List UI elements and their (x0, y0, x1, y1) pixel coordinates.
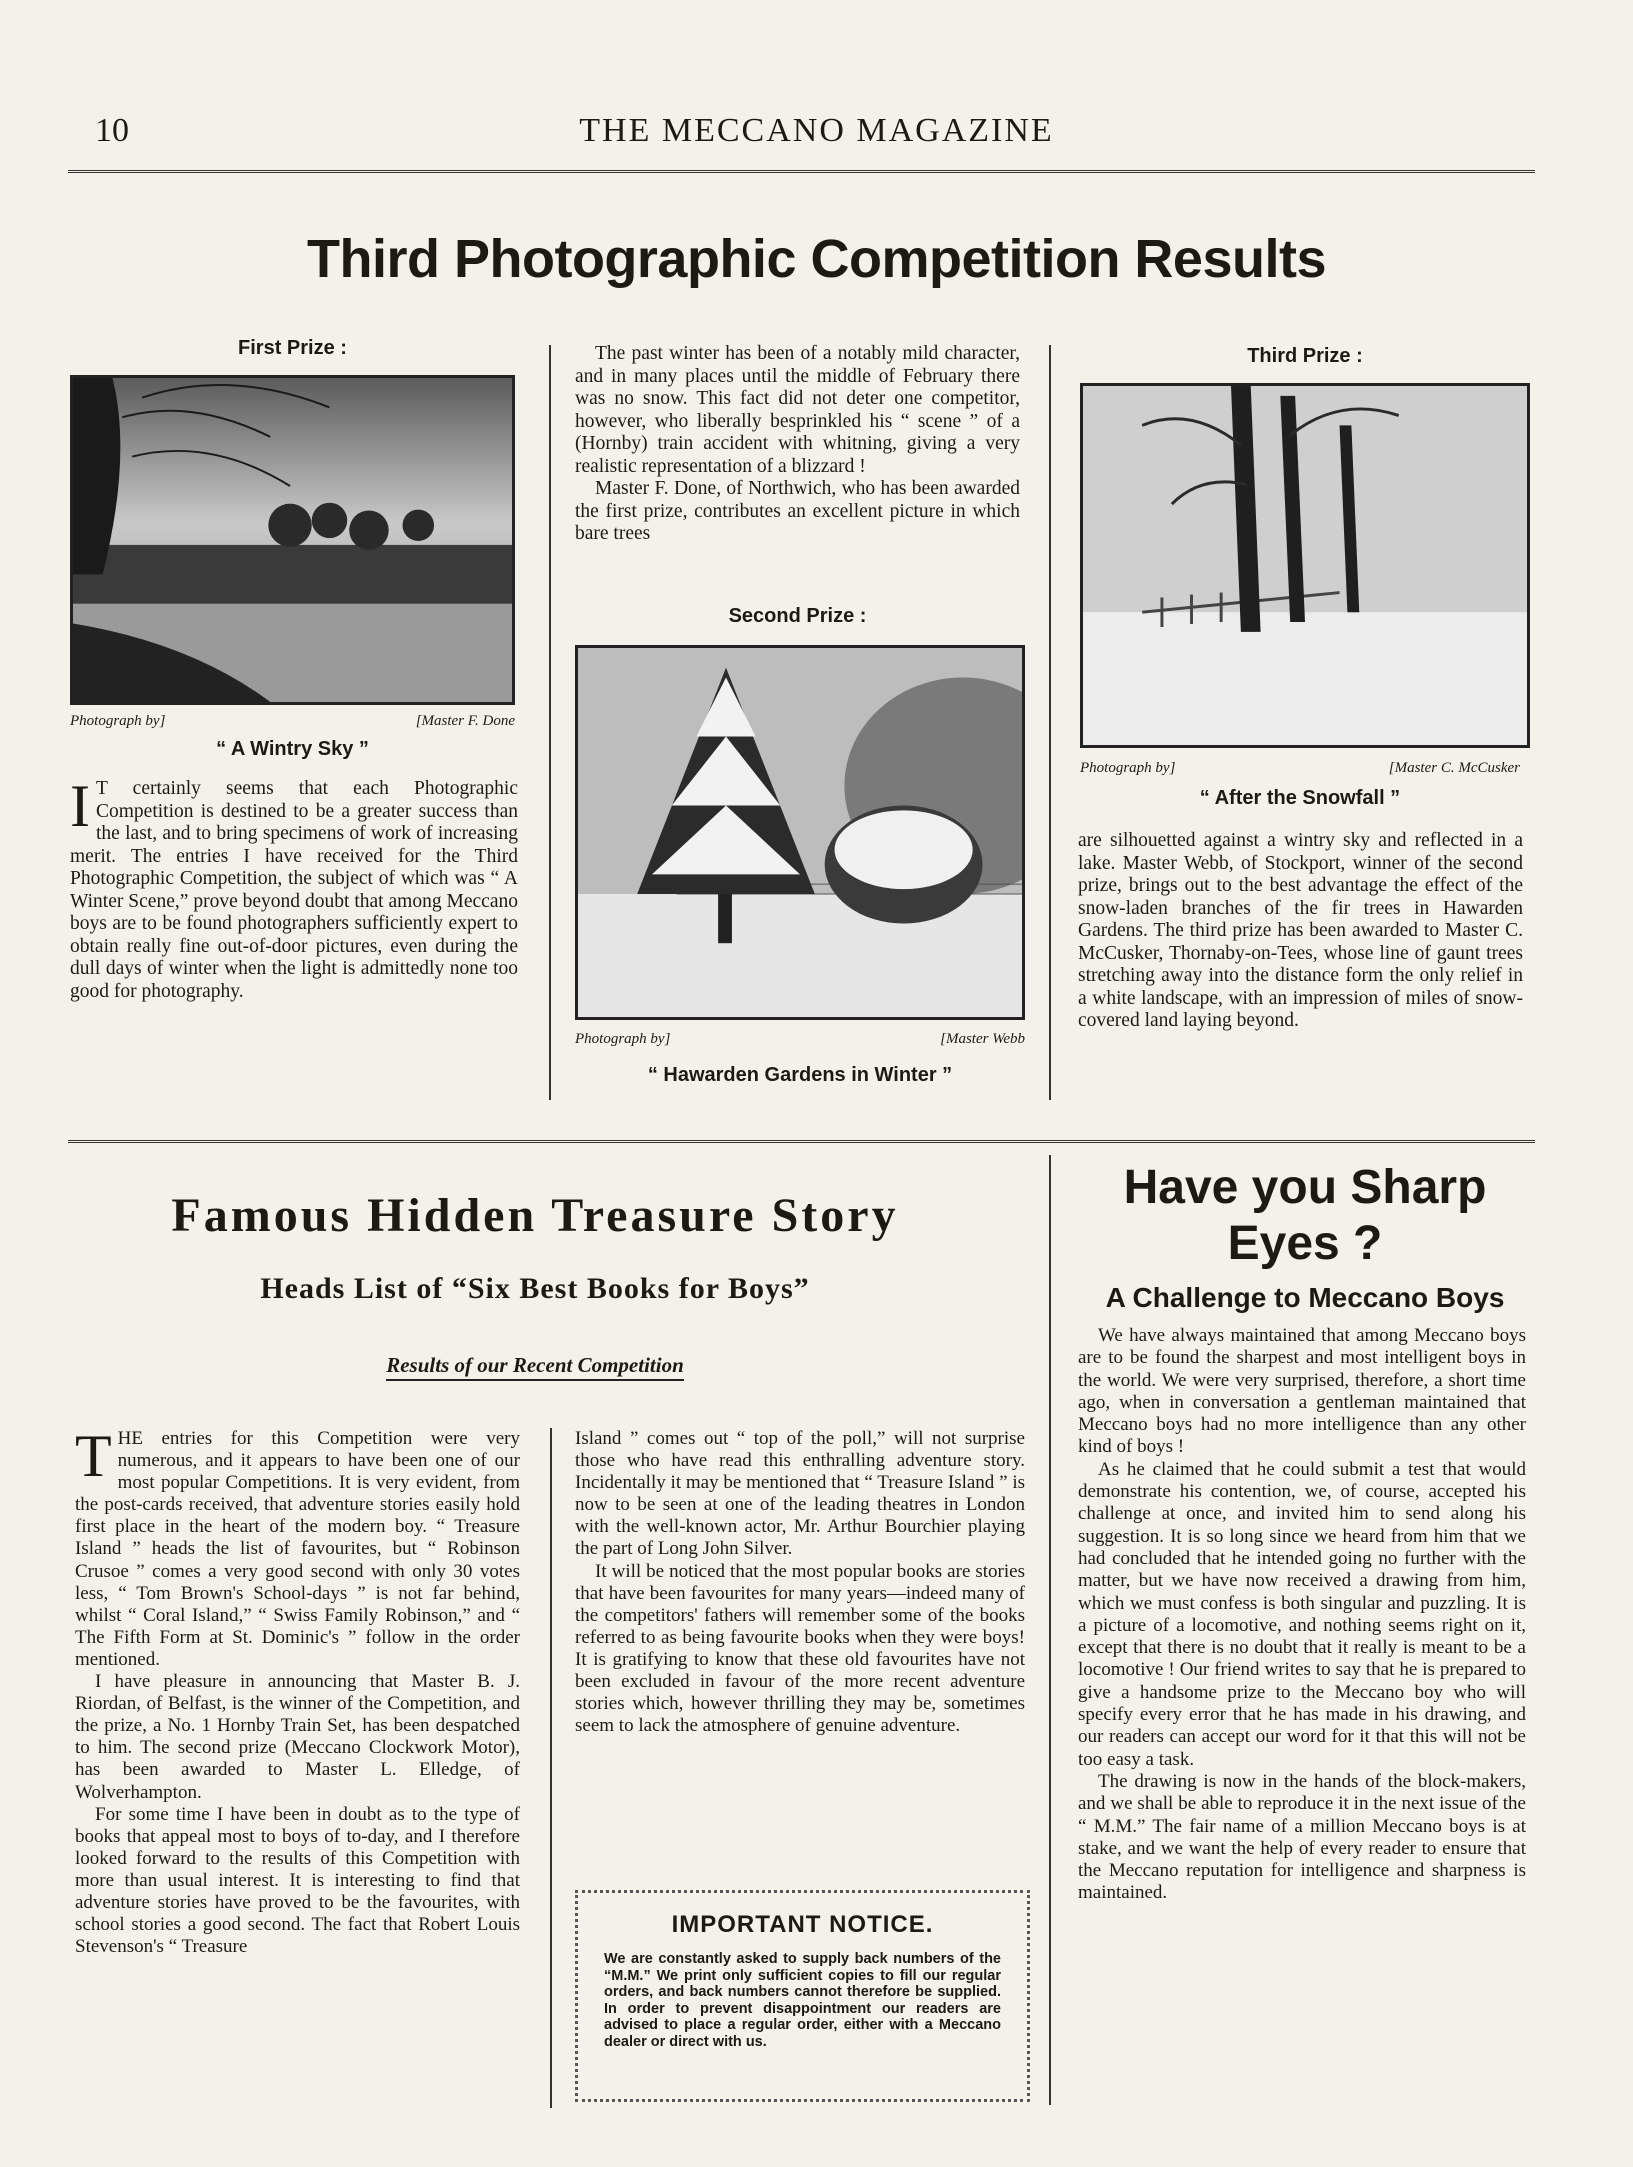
eyes-headline: Have you Sharp Eyes ? (1123, 1161, 1487, 1270)
treasure-col1-paragraph: For some time I have been in doubt as to the type of books that appeal most to boys of to-day, and I therefore looked forward to the results of this Competition with more than usual interest. It is interesting to find that adventure stories have proved to be the favourites, with school stories a good second. The fact that Robert Louis Stevenson's “ Treasure (75, 1803, 520, 1958)
column-divider (1049, 345, 1051, 1100)
column-divider (550, 1428, 552, 2108)
col3-paragraph: are silhouetted against a wintry sky and reflected in a lake. Master Webb, of Stockport, winner of the second prize, brings out to the best advantage the effect of the snow-laden branches of the fir trees in Hawarden Gardens. The third prize has been awarded to Master C. McCusker, Thornaby-on-Tees, whose line of gaunt trees stretching away into the distance form the only relief in a white landscape, with an impression of miles of snow-covered land laying beyond. (1078, 830, 1523, 1031)
col2-paragraph: The past winter has been of a notably mild character, and in many places until the middle of February there was no snow. This fact did not deter one competitor, however, who liberally besprinkled his “ scene ” of a (Hornby) train accident with whitning, giving a very realistic representation of a blizzard ! (575, 343, 1020, 477)
eyes-paragraph: As he claimed that he could submit a test that would demonstrate his contention, we, of course, accepted his challenge at once, and invited him to send along his suggestion. It is so long since we heard from him that we had concluded that he intended going no further with the matter, but we have now received a drawing from him, which we must confess is both singular and puzzling. It is a picture of a locomotive, and nothing seems right on it, except that there is no doubt that it really is meant to be a locomotive ! Our friend writes to say that he is prepared to give a handsome prize to the Meccano boy who will specify every error that he has made in his drawing, and our readers can accept our word for it that this will not be too easy a task. (1078, 1458, 1526, 1770)
col1-paragraph: T certainly seems that each Photographic Competition is destined to be a greater success than the last, and to bring specimens of work of increasing merit. The entries I have received for the Third Photographic Competition, the subject of which was “ A Winter Scene,” prove beyond doubt that among Meccano boys are to be found photographers sufficiently expert to obtain really fine out-of-door pictures, even during the dull days of winter when the light is admittedly none too good for photography. (70, 778, 518, 1002)
third-prize-photo (1080, 383, 1530, 748)
third-prize-credit (1080, 760, 1520, 777)
first-prize-credit-left: Photograph by] (70, 713, 166, 729)
col2-paragraph: Master F. Done, of Northwich, who has been awarded the first prize, contributes an excellent picture in which bare trees (575, 478, 1020, 544)
eyes-paragraph: The drawing is now in the hands of the block-makers, and we shall be able to reproduce it in the next issue of the “ M.M.” The fair name of a million Meccano boys is at stake, and we want the help of every reader to ensure that the Meccano reputation for intelligence and sharpness is maintained. (1078, 1770, 1526, 1904)
second-prize-label: Second Prize : (728, 605, 867, 627)
second-prize-credit (575, 1031, 1025, 1048)
column-divider (549, 345, 551, 1100)
first-prize-photo (70, 375, 515, 705)
eyes-text (1078, 1325, 1526, 1905)
section-rule (68, 1140, 1535, 1143)
photo-article-col2-text (575, 343, 1020, 546)
treasure-kicker-wrap (70, 1353, 1000, 1378)
treasure-col2-paragraph: Island ” comes out “ top of the poll,” will not surprise those who have read this enthralling adventure story. Incidentally it may be mentioned that “ Treasure Island ” is now to be seen at one of the leading theatres in London with the well-known actor, Mr. Arthur Bourchier playing the part of Long John Silver. (575, 1428, 1025, 1560)
treasure-col2-paragraph: It will be noticed that the most popular books are stories that have been favourites for many years—indeed many of the competitors' fathers will remember some of the books referred to as being favourite books when they were boys! It is gratifying to know that these old favourites have not been excluded in favour of the more recent adventure stories which, however thrilling they may be, sometimes seem to lack the atmosphere of genuine adventure. (575, 1560, 1025, 1737)
treasure-col1-text (75, 1423, 520, 1958)
notice-title: IMPORTANT NOTICE. (671, 1911, 934, 1938)
page-number: 10 (95, 112, 129, 149)
treasure-col1-paragraph: I have pleasure in announcing that Master B. J. Riordan, of Belfast, is the winner of the Competition, and the prize, a No. 1 Hornby Train Set, has been despatched to him. The second prize (Meccano Clockwork Motor), has been awarded to Master L. Elledge, of Wolverhampton. (75, 1671, 520, 1803)
eyes-paragraph: We have always maintained that among Meccano boys are to be found the sharpest and most intelligent boys in the world. We were very surprised, therefore, a short time ago, when in conversation a gentleman maintained that Meccano boys had no more intelligence than any other kind of boys ! (1078, 1325, 1526, 1458)
second-prize-photo (575, 645, 1025, 1020)
eyes-subhead: A Challenge to Meccano Boys (1105, 1282, 1505, 1313)
magazine-title: THE MECCANO MAGAZINE (579, 112, 1054, 149)
first-prize-credit (70, 713, 515, 730)
photo-article-col3-text (1078, 830, 1523, 1033)
photo-article-col1-text (70, 773, 518, 1003)
first-prize-title: “ A Wintry Sky ” (216, 738, 369, 760)
notice-text: We are constantly asked to supply back numbers of the “M.M.” We print only sufficient copies to fill our regular orders, and back numbers cannot therefore be supplied. In order to prevent disappointment our readers are advised to place a regular order, either with a Meccano dealer or direct with us. (604, 1951, 1001, 2050)
treasure-col2-text (575, 1428, 1025, 1737)
second-prize-title: “ Hawarden Gardens in Winter ” (647, 1064, 953, 1086)
treasure-kicker: Results of our Recent Competition (386, 1353, 684, 1381)
third-prize-credit-right: [Master C. McCusker (1388, 760, 1520, 776)
header-rule (68, 170, 1535, 173)
important-notice (575, 1890, 1030, 2102)
third-prize-credit-left: Photograph by] (1080, 760, 1176, 776)
first-prize-label: First Prize : (238, 337, 347, 359)
treasure-headline: Famous Hidden Treasure Story (171, 1189, 899, 1242)
third-prize-title: “ After the Snowfall ” (1199, 787, 1401, 809)
photo-article-headline: Third Photographic Competition Results (307, 229, 1326, 289)
treasure-subhead: Heads List of “Six Best Books for Boys” (260, 1272, 810, 1305)
dropcap: I (70, 773, 90, 839)
column-divider (1049, 1155, 1051, 2105)
dropcap: T (75, 1423, 112, 1489)
treasure-col1-paragraph: HE entries for this Competition were very numerous, and it appears to have been one of our most popular Competitions. It is very evident, from the post-cards received, that adventure stories easily hold first place in the heart of the modern boy. “ Treasure Island ” heads the list of favourites, but “ Robinson Crusoe ” comes a very good second with only 30 votes less, “ Tom Brown's School-days ” is not far behind, whilst “ Coral Island,” “ Swiss Family Robinson,” and “ The Fifth Form at St. Dominic's ” follow in the order mentioned. (75, 1428, 520, 1670)
third-prize-label: Third Prize : (1247, 345, 1363, 367)
second-prize-credit-left: Photograph by] (575, 1031, 671, 1047)
first-prize-credit-right: [Master F. Done (415, 713, 515, 729)
second-prize-credit-right: [Master Webb (940, 1031, 1025, 1047)
